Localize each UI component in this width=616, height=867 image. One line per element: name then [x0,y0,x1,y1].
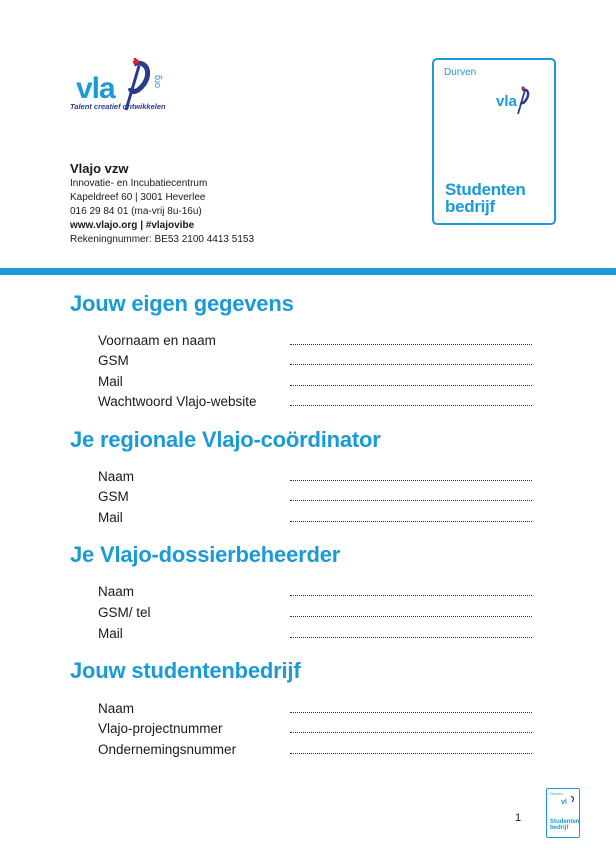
bank-account-line: Rekeningnummer: BE53 2100 4413 5153 [70,234,255,245]
svg-text:vl: vl [561,799,567,806]
fill-in-line[interactable] [290,363,532,365]
field-label: Mail [98,374,123,389]
form-row [98,374,538,394]
form-row [98,721,538,741]
svg-text:org: org [152,74,162,88]
fill-in-line[interactable] [290,711,532,713]
form-row [98,469,538,489]
fill-in-line[interactable] [290,479,532,481]
form-row [98,489,538,509]
phone-line: 016 29 84 01 (ma-vrij 8u-16u) [70,206,202,217]
field-label: Naam [98,469,135,484]
form-row [98,394,538,414]
field-label: Wachtwoord Vlajo-website [98,394,257,409]
footer-badge [546,788,580,838]
field-label: Mail [98,510,123,525]
form-row [98,626,538,646]
address-line: Innovatie- en Incubatiecentrum [70,178,208,189]
svg-text:vla: vla [496,93,517,110]
section-heading-eigen-gegevens: Jouw eigen gegevens [70,291,294,316]
footer-vlajo-logo [561,795,577,807]
fill-in-line[interactable] [290,520,532,522]
form-row [98,510,538,530]
footer-badge-top-text: Durven [550,791,563,796]
fill-in-line[interactable] [290,499,532,501]
fill-in-line[interactable] [290,752,532,754]
badge-title: Studenten bedrijf [445,180,526,216]
field-label: Ondernemingsnummer [98,742,237,757]
badge-top-text: Durven [444,67,477,78]
organization-name: Vlajo vzw [70,161,129,176]
field-label: GSM [98,489,129,504]
form-row [98,605,538,625]
organization-info [70,160,254,247]
field-label: GSM [98,353,129,368]
fill-in-line[interactable] [290,384,532,386]
form-row [98,584,538,604]
fill-in-line[interactable] [290,636,532,638]
svg-text:vla: vla [76,72,115,105]
website-line: www.vlajo.org | #vlajovibe [70,220,195,231]
form-row [98,742,538,762]
header-divider [0,268,616,275]
footer-badge-title: Studenten bedrijf [550,819,580,831]
section-heading-regionale-coordinator: Je regionale Vlajo-coördinator [70,427,381,452]
page-number: 1 [515,812,522,824]
fill-in-line[interactable] [290,594,532,596]
fill-in-line[interactable] [290,343,532,345]
logo-tagline: Talent creatief ontwikkelen [70,102,166,111]
vlajo-mini-logo [494,84,546,118]
field-label: Vlajo-projectnummer [98,721,223,736]
form-row [98,333,538,353]
fill-in-line[interactable] [290,731,532,733]
fill-in-line[interactable] [290,615,532,617]
field-label: GSM/ tel [98,605,151,620]
field-label: Voornaam en naam [98,333,216,348]
field-label: Naam [98,701,135,716]
fill-in-line[interactable] [290,404,532,406]
form-row [98,353,538,373]
section-heading-dossierbeheerder: Je Vlajo-dossierbeheerder [70,542,341,567]
section-heading-studentenbedrijf: Jouw studentenbedrijf [70,658,301,683]
field-label: Naam [98,584,135,599]
field-label: Mail [98,626,123,641]
studentenbedrijf-badge [432,58,556,225]
form-row [98,701,538,721]
address-line: Kapeldreef 60 | 3001 Heverlee [70,192,206,203]
